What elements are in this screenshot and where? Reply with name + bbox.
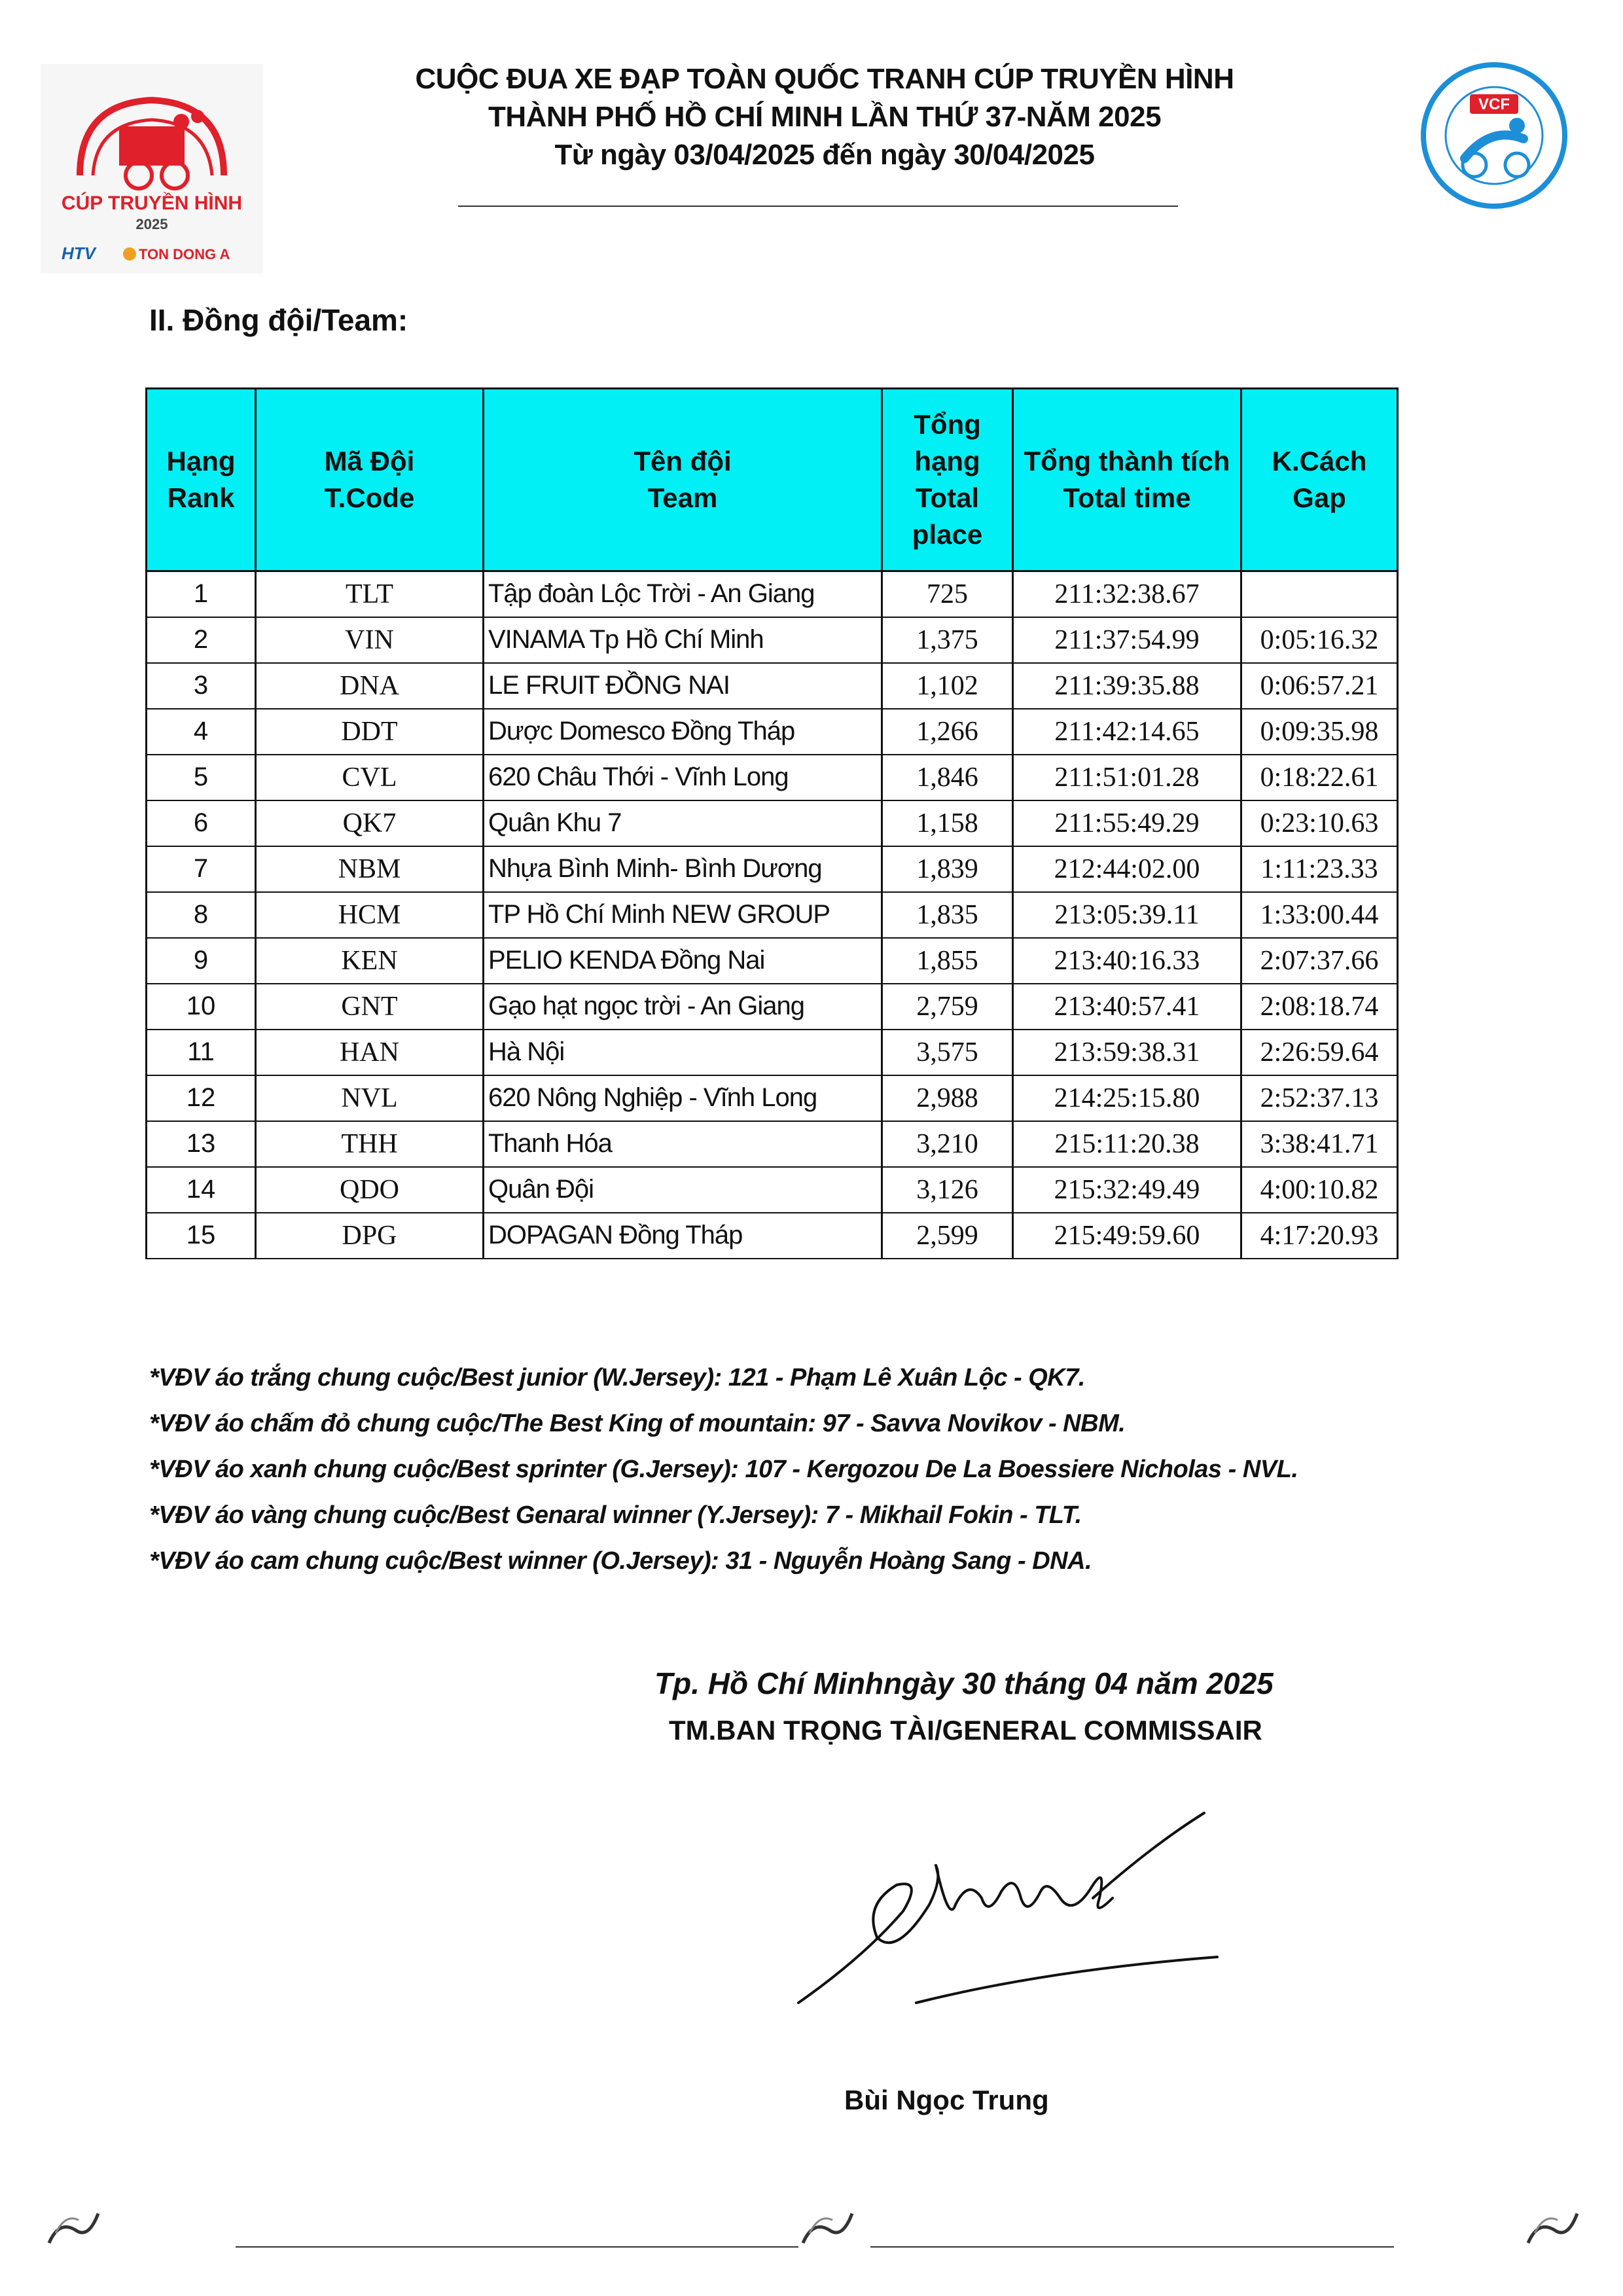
table-row bbox=[147, 1213, 1398, 1259]
vcf-text: VCF bbox=[1478, 96, 1510, 113]
footer-swirl-logo-right bbox=[1518, 2194, 1590, 2256]
cell-gap: 3:38:41.71 bbox=[1241, 1121, 1398, 1167]
cell-total-time: 211:32:38.67 bbox=[1013, 571, 1241, 617]
cell-gap: 4:17:20.93 bbox=[1241, 1213, 1398, 1259]
cell-total-time: 215:32:49.49 bbox=[1013, 1167, 1241, 1213]
cell-total-time: 211:39:35.88 bbox=[1013, 663, 1241, 709]
event-title bbox=[366, 60, 1283, 174]
handwritten-signature bbox=[785, 1806, 1243, 2029]
table-row bbox=[147, 571, 1398, 617]
table-row bbox=[147, 617, 1398, 663]
table-row bbox=[147, 755, 1398, 800]
cell-rank: 11 bbox=[147, 1030, 256, 1075]
cell-team-name: Dược Domesco Đồng Tháp bbox=[484, 709, 882, 755]
cell-gap: 2:26:59.64 bbox=[1241, 1030, 1398, 1075]
cell-total-place: 3,210 bbox=[882, 1121, 1013, 1167]
note-green-jersey: *VĐV áo xanh chung cuộc/Best sprinter (G.Jersey): 107 - Kergozou De La Boessiere Nicholas - NVL. bbox=[149, 1456, 1298, 1483]
header-divider bbox=[458, 206, 1178, 207]
note-white-jersey: *VĐV áo trắng chung cuộc/Best junior (W.Jersey): 121 - Phạm Lê Xuân Lộc - QK7. bbox=[149, 1364, 1085, 1391]
cell-gap: 2:07:37.66 bbox=[1241, 938, 1398, 984]
table-row bbox=[147, 984, 1398, 1030]
cell-team-name: PELIO KENDA Đồng Nai bbox=[484, 938, 882, 984]
cell-team-code: GNT bbox=[256, 984, 484, 1030]
cell-total-time: 215:11:20.38 bbox=[1013, 1121, 1241, 1167]
logo-year: 2025 bbox=[135, 216, 168, 232]
cell-gap: 0:23:10.63 bbox=[1241, 800, 1398, 846]
cell-gap: 2:08:18.74 bbox=[1241, 984, 1398, 1030]
table-row bbox=[147, 938, 1398, 984]
cell-total-place: 1,855 bbox=[882, 938, 1013, 984]
footer-swirl-logo-left bbox=[39, 2194, 111, 2256]
table-row bbox=[147, 800, 1398, 846]
cell-total-place: 1,835 bbox=[882, 892, 1013, 938]
cell-total-place: 2,599 bbox=[882, 1213, 1013, 1259]
cell-total-time: 211:55:49.29 bbox=[1013, 800, 1241, 846]
cell-team-code: VIN bbox=[256, 617, 484, 663]
cell-total-place: 2,759 bbox=[882, 984, 1013, 1030]
cell-team-name: Thanh Hóa bbox=[484, 1121, 882, 1167]
table-row bbox=[147, 846, 1398, 892]
cell-team-name: DOPAGAN Đồng Tháp bbox=[484, 1213, 882, 1259]
cell-team-name: Nhựa Bình Minh- Bình Dương bbox=[484, 846, 882, 892]
cell-gap: 0:09:35.98 bbox=[1241, 709, 1398, 755]
table-row bbox=[147, 892, 1398, 938]
cell-total-place: 1,846 bbox=[882, 755, 1013, 800]
cell-team-code: HCM bbox=[256, 892, 484, 938]
cell-rank: 9 bbox=[147, 938, 256, 984]
cell-total-time: 212:44:02.00 bbox=[1013, 846, 1241, 892]
cell-team-name: VINAMA Tp Hồ Chí Minh bbox=[484, 617, 882, 663]
table-row bbox=[147, 1121, 1398, 1167]
cell-total-place: 3,575 bbox=[882, 1030, 1013, 1075]
vcf-logo bbox=[1419, 60, 1569, 211]
cell-team-code: THH bbox=[256, 1121, 484, 1167]
cell-total-place: 725 bbox=[882, 571, 1013, 617]
cell-gap: 0:06:57.21 bbox=[1241, 663, 1398, 709]
cell-team-name: 620 Nông Nghiệp - Vĩnh Long bbox=[484, 1075, 882, 1121]
signature-date: Tp. Hồ Chí Minhngày 30 tháng 04 năm 2025 bbox=[654, 1666, 1274, 1700]
cell-rank: 2 bbox=[147, 617, 256, 663]
cell-gap: 1:33:00.44 bbox=[1241, 892, 1398, 938]
cell-rank: 8 bbox=[147, 892, 256, 938]
table-row bbox=[147, 709, 1398, 755]
cell-rank: 15 bbox=[147, 1213, 256, 1259]
cell-total-place: 1,375 bbox=[882, 617, 1013, 663]
logo-sponsor-tondonga: TON DONG A bbox=[139, 246, 230, 262]
cell-total-time: 211:37:54.99 bbox=[1013, 617, 1241, 663]
cell-rank: 14 bbox=[147, 1167, 256, 1213]
note-orange-jersey: *VĐV áo cam chung cuộc/Best winner (O.Jersey): 31 - Nguyễn Hoàng Sang - DNA. bbox=[149, 1547, 1092, 1575]
cell-rank: 4 bbox=[147, 709, 256, 755]
cell-team-code: QK7 bbox=[256, 800, 484, 846]
table-header-row bbox=[147, 389, 1398, 571]
cell-gap: 4:00:10.82 bbox=[1241, 1167, 1398, 1213]
note-yellow-jersey: *VĐV áo vàng chung cuộc/Best Genaral winner (Y.Jersey): 7 - Mikhail Fokin - TLT. bbox=[149, 1501, 1082, 1529]
event-date-range: Từ ngày 03/04/2025 đến ngày 30/04/2025 bbox=[554, 139, 1095, 171]
signature-role: TM.BAN TRỌNG TÀI/GENERAL COMMISSAIR bbox=[669, 1715, 1262, 1746]
footer-swirl-logo-center bbox=[793, 2194, 865, 2256]
table-row bbox=[147, 1075, 1398, 1121]
cell-rank: 7 bbox=[147, 846, 256, 892]
cell-total-time: 211:42:14.65 bbox=[1013, 709, 1241, 755]
logo-caption: CÚP TRUYỀN HÌNH bbox=[61, 192, 243, 214]
cell-team-name: TP Hồ Chí Minh NEW GROUP bbox=[484, 892, 882, 938]
cell-team-code: HAN bbox=[256, 1030, 484, 1075]
cell-team-name: Hà Nội bbox=[484, 1030, 882, 1075]
cell-gap: 0:05:16.32 bbox=[1241, 617, 1398, 663]
header-team-code: Mã Đội T.Code bbox=[256, 389, 484, 571]
footer-line-left bbox=[236, 2246, 798, 2248]
table-row bbox=[147, 663, 1398, 709]
cell-total-time: 213:59:38.31 bbox=[1013, 1030, 1241, 1075]
cell-team-name: Tập đoàn Lộc Trời - An Giang bbox=[484, 571, 882, 617]
cell-total-place: 1,839 bbox=[882, 846, 1013, 892]
cell-team-name: Quân Khu 7 bbox=[484, 800, 882, 846]
event-title-line1: CUỘC ĐUA XE ĐẠP TOÀN QUỐC TRANH CÚP TRUYỀN HÌNH bbox=[415, 63, 1234, 95]
cell-rank: 1 bbox=[147, 571, 256, 617]
footer-line-right bbox=[870, 2246, 1394, 2248]
cell-team-name: Gạo hạt ngọc trời - An Giang bbox=[484, 984, 882, 1030]
table-row bbox=[147, 1030, 1398, 1075]
cell-team-code: TLT bbox=[256, 571, 484, 617]
cell-team-code: QDO bbox=[256, 1167, 484, 1213]
cell-team-name: LE FRUIT ĐỒNG NAI bbox=[484, 663, 882, 709]
header-total-place: Tổng hạng Total place bbox=[882, 389, 1013, 571]
cell-team-name: 620 Châu Thới - Vĩnh Long bbox=[484, 755, 882, 800]
cell-team-code: DPG bbox=[256, 1213, 484, 1259]
table-row bbox=[147, 1167, 1398, 1213]
cell-team-name: Quân Đội bbox=[484, 1167, 882, 1213]
cell-team-code: NVL bbox=[256, 1075, 484, 1121]
cell-total-place: 1,266 bbox=[882, 709, 1013, 755]
header-team-name: Tên đội Team bbox=[484, 389, 882, 571]
team-results-table bbox=[145, 387, 1399, 1259]
note-polka-jersey: *VĐV áo chấm đỏ chung cuộc/The Best King of mountain: 97 - Savva Novikov - NBM. bbox=[149, 1410, 1126, 1437]
cell-rank: 12 bbox=[147, 1075, 256, 1121]
cell-total-place: 2,988 bbox=[882, 1075, 1013, 1121]
cell-total-place: 3,126 bbox=[882, 1167, 1013, 1213]
cell-total-place: 1,102 bbox=[882, 663, 1013, 709]
cell-gap: 0:18:22.61 bbox=[1241, 755, 1398, 800]
cell-total-place: 1,158 bbox=[882, 800, 1013, 846]
header-rank: Hạng Rank bbox=[147, 389, 256, 571]
cell-team-code: NBM bbox=[256, 846, 484, 892]
cell-rank: 5 bbox=[147, 755, 256, 800]
cell-total-time: 213:40:16.33 bbox=[1013, 938, 1241, 984]
cell-rank: 13 bbox=[147, 1121, 256, 1167]
cell-total-time: 214:25:15.80 bbox=[1013, 1075, 1241, 1121]
commissaire-name: Bùi Ngọc Trung bbox=[844, 2085, 1049, 2115]
cell-rank: 10 bbox=[147, 984, 256, 1030]
cup-truyen-hinh-logo bbox=[41, 64, 263, 274]
cell-team-code: DNA bbox=[256, 663, 484, 709]
cell-total-time: 213:05:39.11 bbox=[1013, 892, 1241, 938]
header-gap: K.Cách Gap bbox=[1241, 389, 1398, 571]
cell-total-time: 215:49:59.60 bbox=[1013, 1213, 1241, 1259]
header-total-time: Tổng thành tích Total time bbox=[1013, 389, 1241, 571]
cell-gap: 1:11:23.33 bbox=[1241, 846, 1398, 892]
cell-rank: 6 bbox=[147, 800, 256, 846]
event-title-line2: THÀNH PHỐ HỒ CHÍ MINH LẦN THỨ 37-NĂM 2025 bbox=[488, 101, 1162, 133]
section-title: II. Đồng đội/Team: bbox=[149, 303, 408, 337]
cell-total-time: 211:51:01.28 bbox=[1013, 755, 1241, 800]
cell-rank: 3 bbox=[147, 663, 256, 709]
cell-team-code: KEN bbox=[256, 938, 484, 984]
cell-team-code: CVL bbox=[256, 755, 484, 800]
cell-total-time: 213:40:57.41 bbox=[1013, 984, 1241, 1030]
cell-gap: 2:52:37.13 bbox=[1241, 1075, 1398, 1121]
jersey-notes bbox=[149, 1355, 1298, 1584]
logo-sponsor-htv: HTV bbox=[62, 243, 96, 263]
cell-team-code: DDT bbox=[256, 709, 484, 755]
cell-gap bbox=[1241, 571, 1398, 617]
